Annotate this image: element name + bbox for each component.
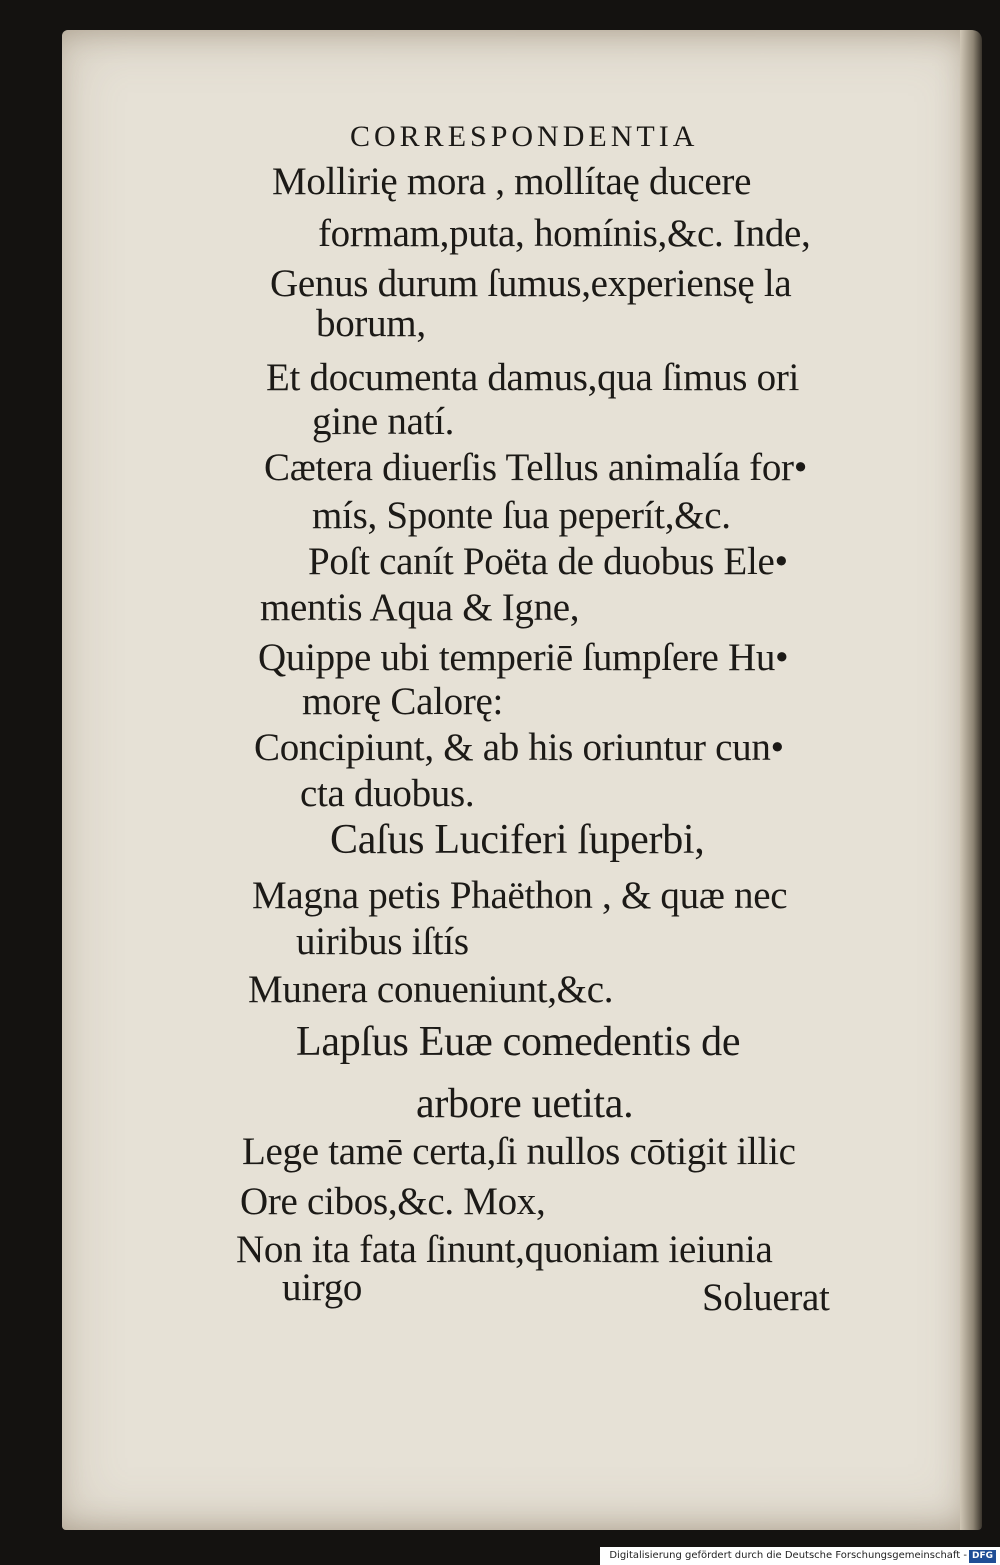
text-line: Mollirię mora , mollítaę ducere [272, 160, 752, 203]
text-line: gine natí. [312, 400, 455, 443]
text-line: Poſt canít Poëta de duobus Ele• [308, 540, 788, 583]
text-line: cta duobus. [300, 772, 475, 815]
text-line: Munera conueniunt,&c. [248, 968, 614, 1011]
text-line: mentis Aqua & Igne, [260, 586, 580, 629]
text-line: borum, [316, 302, 426, 345]
text-line: Genus durum ſumus,experiensę la [270, 262, 792, 305]
text-line: Quippe ubi temperiē ſumpſere Hu• [258, 636, 789, 679]
footer-text: Digitalisierung gefördert durch die Deutsche Forschungsgemeinschaft - [609, 1550, 967, 1561]
dfg-logo: DFG [969, 1550, 996, 1563]
text-line: Concipiunt, & ab his oriuntur cun• [254, 726, 784, 769]
text-line: morę Calorę: [302, 680, 504, 723]
text-line: uirgo [282, 1266, 363, 1309]
section-heading: arbore uetita. [416, 1081, 634, 1127]
running-head: CORRESPONDENTIA [350, 120, 699, 153]
text-line: Magna petis Phaëthon , & quæ nec [252, 874, 788, 917]
digitization-footer [600, 1547, 1000, 1565]
text-line: Non ita fata ſinunt,quoniam ieiunia [236, 1228, 773, 1271]
text-line: formam,puta, homínis,&c. Inde, [318, 212, 811, 255]
catchword: Soluerat [702, 1276, 830, 1319]
text-line: Cætera diuerſis Tellus animalía for• [264, 446, 808, 489]
text-line: Et documenta damus,qua ſimus ori [266, 356, 800, 399]
text-line: uiribus iſtís [296, 920, 469, 963]
text-line: mís, Sponte ſua peperít,&c. [312, 494, 731, 537]
section-heading: Lapſus Euæ comedentis de [296, 1019, 741, 1065]
text-line: Ore cibos,&c. Mox, [240, 1180, 546, 1223]
section-heading: Caſus Luciferi ſuperbi, [330, 817, 705, 863]
text-line: Lege tamē certa,ſi nullos cōtigit illic [242, 1130, 796, 1173]
